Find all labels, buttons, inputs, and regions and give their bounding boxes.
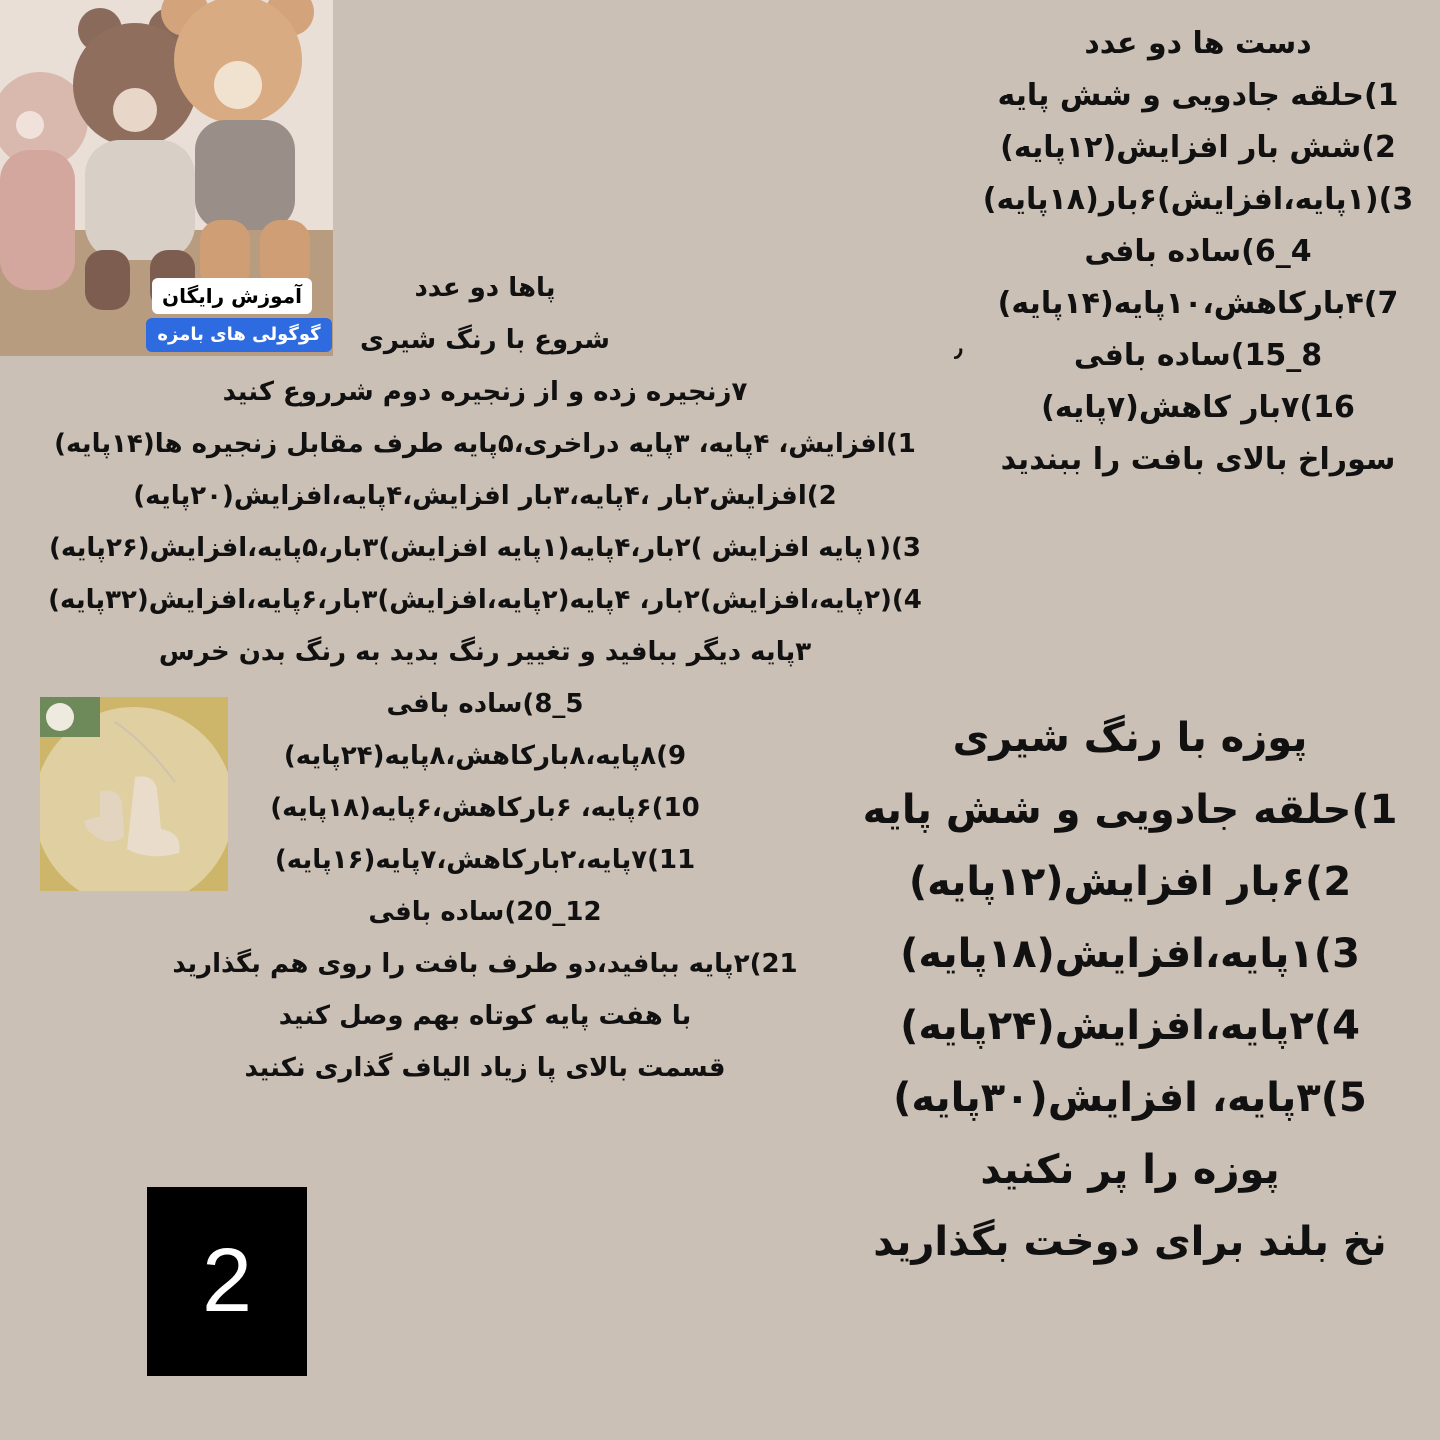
legs-instructions <box>10 262 960 1094</box>
legs-title: پاها دو عدد <box>414 273 556 303</box>
free-tutorial-badge: آموزش رایگان <box>152 278 312 314</box>
legs-line: 1)افزایش، ۴پایه، ۳پایه دراخری،۵پایه طرف مقابل زنجیره ها(۱۴پایه) <box>54 429 916 459</box>
leg-piece-photo <box>40 697 228 891</box>
muzzle-line: 1)حلقه جادویی و شش پایه <box>862 787 1398 833</box>
legs-line: 10)۶پایه، ۶بارکاهش،۶پایه(۱۸پایه) <box>270 793 700 823</box>
arms-line: 8_15)ساده بافی <box>1073 338 1323 373</box>
arms-title: دست ها دو عدد <box>1084 26 1312 61</box>
page-number: 2 <box>147 1187 307 1376</box>
legs-line: 11)۷پایه،۲بارکاهش،۷پایه(۱۶پایه) <box>274 845 696 875</box>
legs-line: 4)(۲پایه،افزایش)۲بار، ۴پایه(۲پایه،افزایش)۳بار،۶پایه،افزایش(۳۲پایه) <box>48 585 922 615</box>
muzzle-line: پوزه را پر نکنید <box>980 1147 1280 1193</box>
legs-line: 9)۸پایه،۸بارکاهش،۸پایه(۲۴پایه) <box>283 741 687 771</box>
arms-line: 16)۷بار کاهش(۷پایه) <box>1041 390 1355 425</box>
leg-piece-illustration <box>40 697 228 891</box>
muzzle-title: پوزه با رنگ شیری <box>952 715 1308 761</box>
arms-line: 3)(۱پایه،افزایش)۶بار(۱۸پایه) <box>982 182 1414 217</box>
muzzle-line: 4)۲پایه،افزایش(۲۴پایه) <box>900 1003 1360 1049</box>
legs-line: قسمت بالای پا زیاد الیاف گذاری نکنید <box>244 1053 726 1083</box>
legs-line: 3)(۱پایه افزایش )۲بار،۴پایه(۱پایه افزایش)۳بار،۵پایه،افزایش(۲۶پایه) <box>49 533 921 563</box>
arms-line: 1)حلقه جادویی و شش پایه <box>997 78 1399 113</box>
muzzle-instructions <box>845 702 1415 1278</box>
muzzle-line: 5)۳پایه، افزایش(۳۰پایه) <box>893 1075 1367 1121</box>
legs-line: ۷زنجیره زده و از زنجیره دوم شرروع کنید <box>222 377 748 407</box>
legs-line: 5_8)ساده بافی <box>386 689 584 719</box>
arms-instructions <box>968 18 1428 486</box>
legs-line: ۳پایه دیگر ببافید و تغییر رنگ بدید به رنگ بدن خرس <box>158 637 812 667</box>
arms-line: 7)۴بارکاهش،۱۰پایه(۱۴پایه) <box>997 286 1399 321</box>
arms-line: 2)شش بار افزایش(۱۲پایه) <box>1000 130 1396 165</box>
legs-line: شروع با رنگ شیری <box>360 325 610 355</box>
legs-line: با هفت پایه کوتاه بهم وصل کنید <box>278 1001 692 1031</box>
muzzle-line: 2)۶بار افزایش(۱۲پایه) <box>908 859 1352 905</box>
stray-dot: ٫ <box>954 334 963 362</box>
legs-line: 2)افزایش۲بار ،۴پایه،۳بار افزایش،۴پایه،افزایش(۲۰پایه) <box>133 481 837 511</box>
muzzle-line: 3)۱پایه،افزایش(۱۸پایه) <box>900 931 1360 977</box>
legs-line: 21)۲پایه ببافید،دو طرف بافت را روی هم بگذارید <box>172 949 798 979</box>
channel-badge: گوگولی های بامزه <box>146 318 332 352</box>
legs-line: 12_20)ساده بافی <box>368 897 602 927</box>
arms-line: سوراخ بالای بافت را ببندید <box>1000 442 1396 477</box>
arms-line: 4_6)ساده بافی <box>1084 234 1312 269</box>
muzzle-line: نخ بلند برای دوخت بگذارید <box>873 1219 1387 1265</box>
